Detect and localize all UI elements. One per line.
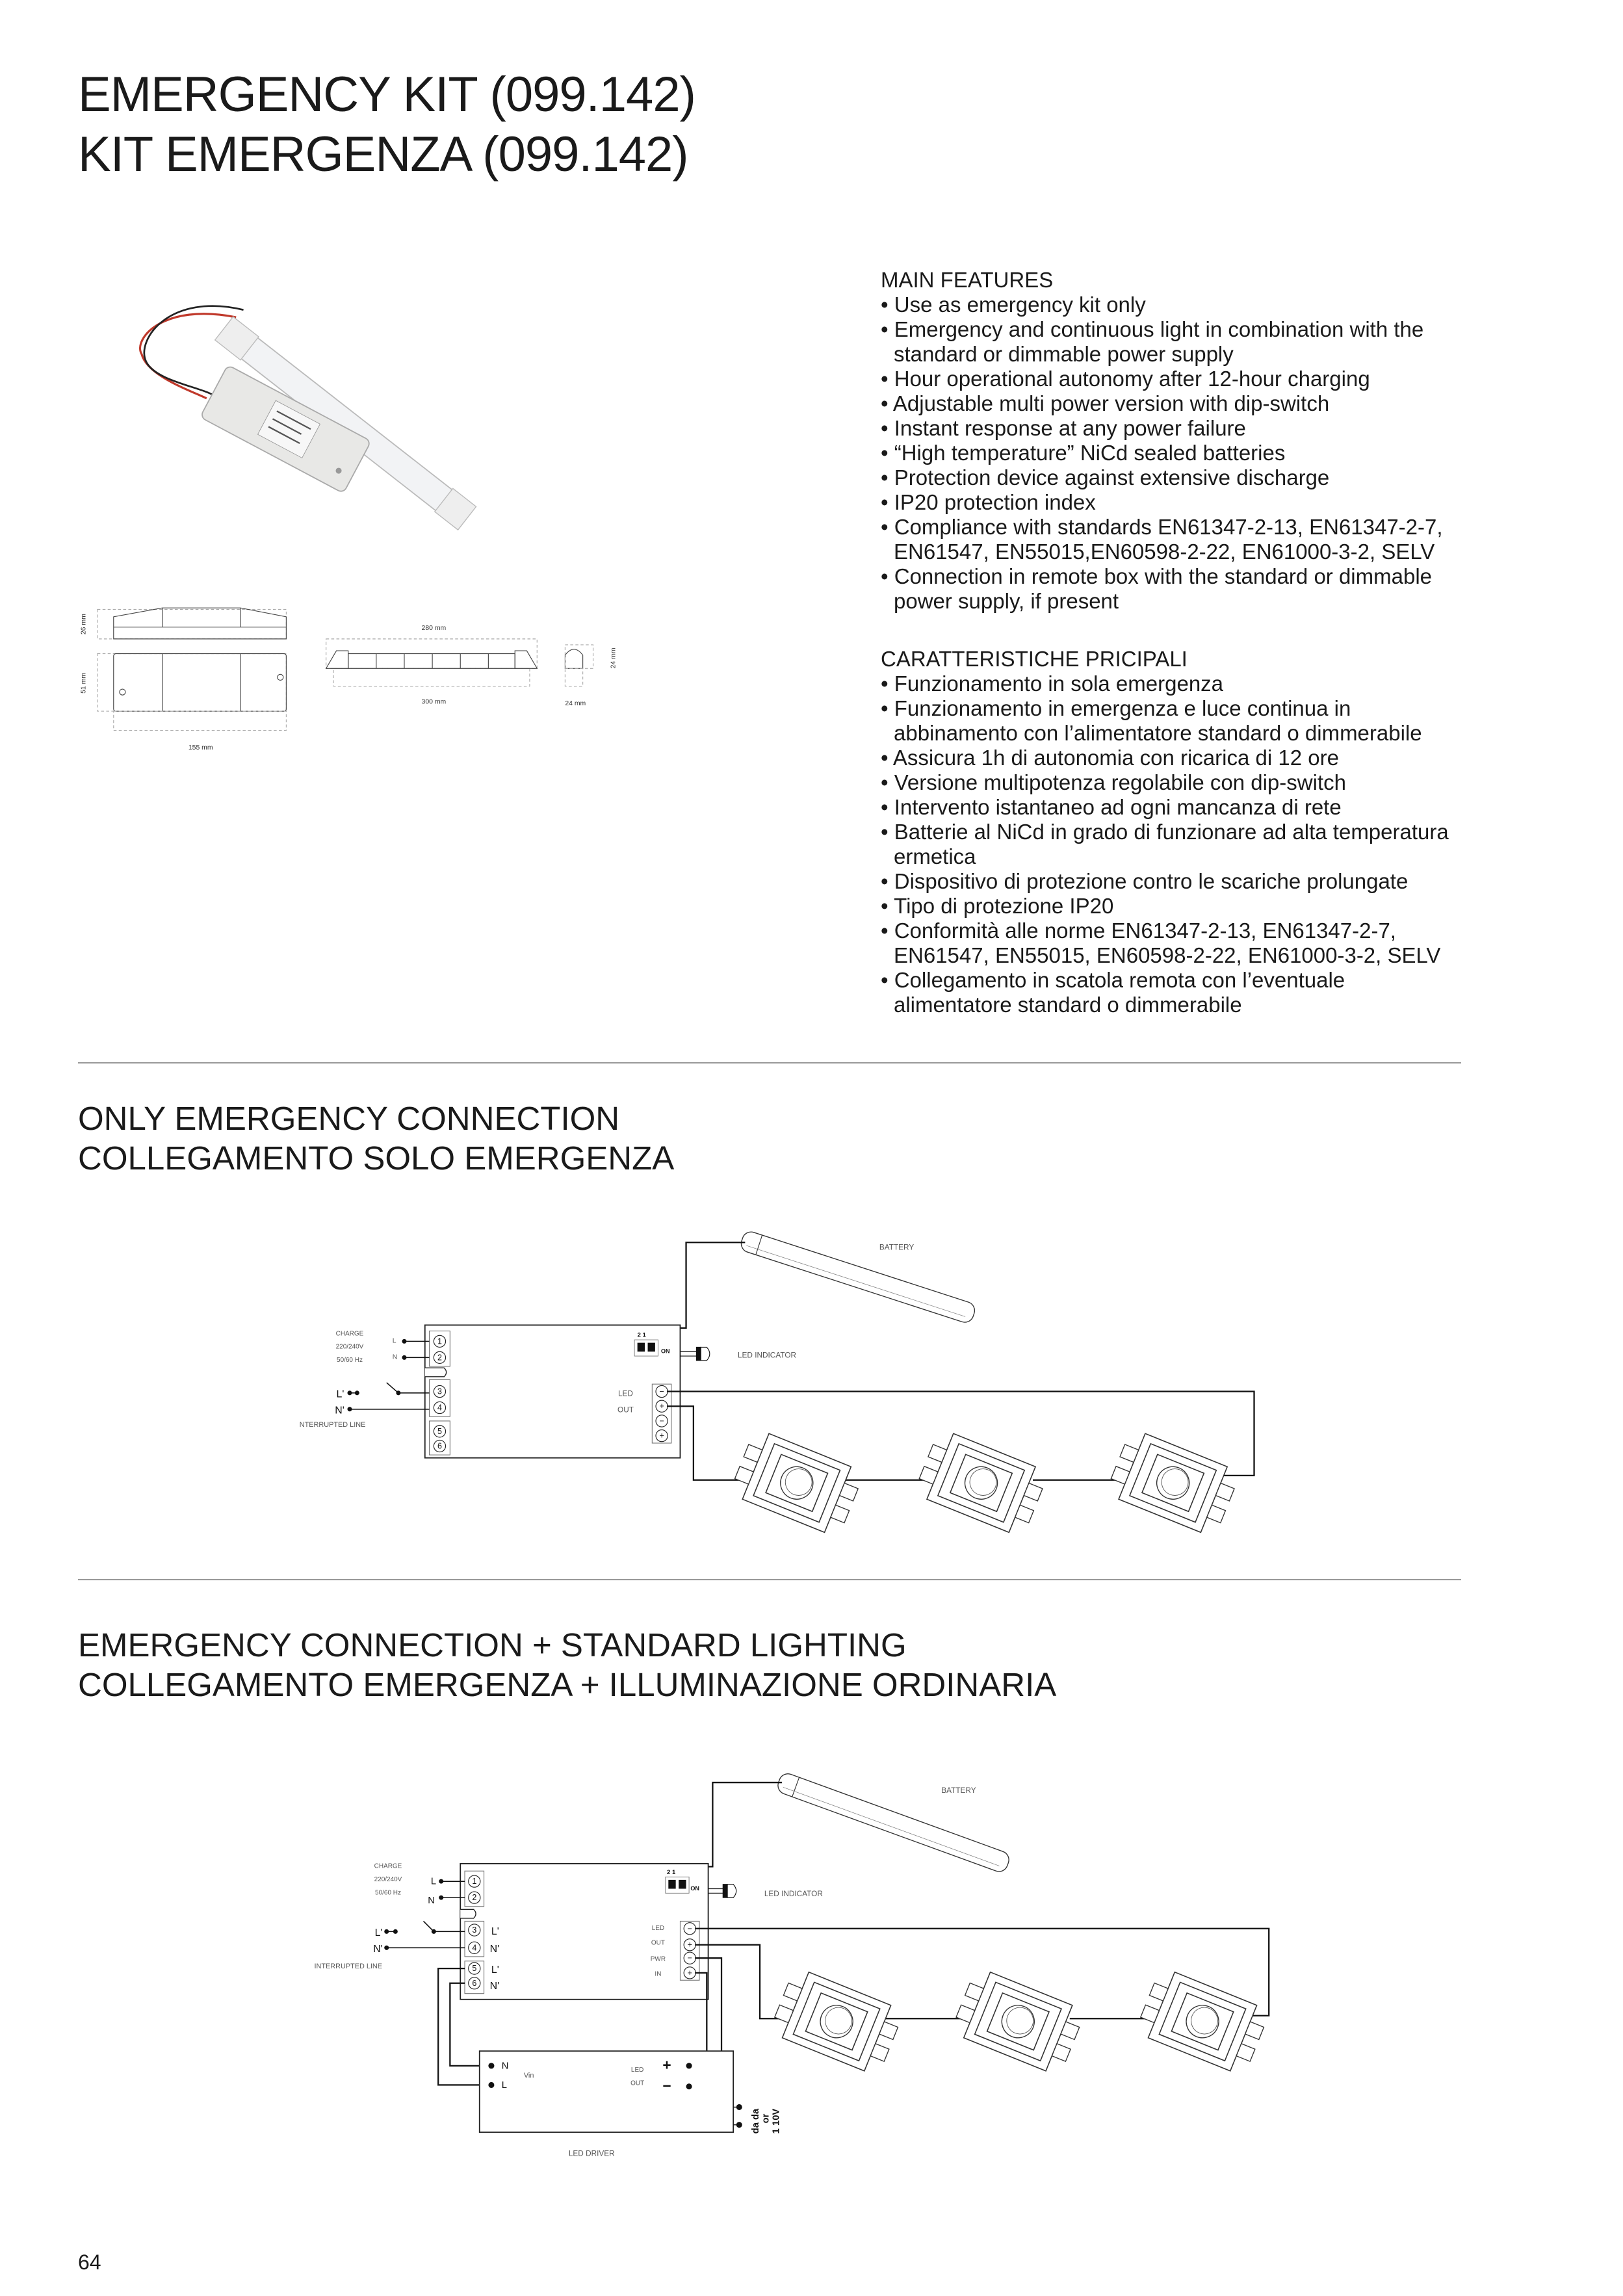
- terminal-3: 3: [472, 1925, 477, 1935]
- out-label: OUT: [630, 2080, 645, 2087]
- led-indicator-icon: [708, 1885, 736, 1898]
- dim-length-box: 155 mm: [188, 744, 213, 752]
- driver-N-label: N: [501, 2061, 509, 2072]
- terminal-4: 4: [437, 1403, 442, 1413]
- led-indicator-icon: [680, 1347, 709, 1360]
- terminal-6: 6: [472, 1978, 477, 1988]
- charge-label: CHARGE: [335, 1330, 364, 1338]
- title-it: KIT EMERGENZA (099.142): [78, 127, 688, 182]
- features-it-heading: CARATTERISTICHE PRICIPALI: [881, 647, 1188, 671]
- wiring-diagram-emergency-standard: [315, 1771, 1271, 2158]
- dim-battery-outer: 300 mm: [421, 698, 447, 706]
- vin-label: Vin: [523, 2072, 534, 2080]
- terminal-1: 1: [472, 1877, 477, 1886]
- Np-label: N': [373, 1944, 383, 1955]
- charge-label: CHARGE: [374, 1862, 402, 1870]
- feature-item: • Funzionamento in emergenza e luce continua in abbinamento con l’alimentatore standard o dimmerabile: [881, 696, 1466, 746]
- Np-label: N': [489, 1980, 500, 1992]
- feature-item: • Dispositivo di protezione contro le scariche prolungate: [881, 869, 1466, 894]
- feature-item: • Protection device against extensive discharge: [881, 465, 1466, 490]
- feature-item: • Tipo di protezione IP20: [881, 894, 1466, 919]
- feature-item: • Use as emergency kit only: [881, 293, 1466, 317]
- terminal-2: 2: [472, 1893, 477, 1903]
- dali-label: da da: [750, 2108, 761, 2134]
- terminal-3: 3: [437, 1387, 442, 1396]
- features-en-heading: MAIN FEATURES: [881, 268, 1054, 292]
- feature-item: • IP20 protection index: [881, 490, 1466, 515]
- N-label: N: [392, 1353, 398, 1361]
- dali-or-label: or: [760, 2113, 772, 2124]
- section-title-it: COLLEGAMENTO SOLO EMERGENZA: [78, 1140, 675, 1177]
- product-photo: [140, 306, 476, 530]
- terminal-1: 1: [437, 1337, 442, 1346]
- L-label: L: [392, 1337, 396, 1345]
- title-en: EMERGENCY KIT (099.142): [78, 67, 695, 122]
- led-lamp-icon: [950, 1966, 1086, 2076]
- voltage-label: 220/240V: [374, 1876, 402, 1884]
- dip-switch-numbers: 2 1: [667, 1868, 676, 1876]
- feature-item: • Versione multipotenza regolabile con dip-switch: [881, 770, 1466, 795]
- dimming-1-10v-label: 1 10V: [771, 2108, 782, 2134]
- pwr-in-plus: +: [687, 1968, 692, 1977]
- dim-battery-diameter: 24 mm: [565, 700, 586, 708]
- feature-item: • Collegamento in scatola remota con l’eventuale alimentatore standard o dimmerabile: [881, 968, 1466, 1017]
- led-label: LED: [618, 1389, 633, 1398]
- led-label: LED: [630, 2066, 644, 2074]
- dim-width-box: 51 mm: [80, 673, 88, 694]
- Lp-label: L': [491, 1925, 499, 1937]
- dim-height-box: 26 mm: [80, 614, 88, 635]
- feature-item: • Conformità alle norme EN61347-2-13, EN61347-2-7, EN61547, EN55015, EN60598-2-22, EN61000-3-2, SELV: [881, 919, 1466, 968]
- out-label: OUT: [651, 1939, 665, 1947]
- led-indicator-label: LED INDICATOR: [764, 1888, 823, 1898]
- led-out-plus: +: [659, 1402, 664, 1411]
- feature-item: • Connection in remote box with the standard or dimmable power supply, if present: [881, 564, 1466, 614]
- pwr-in-minus: −: [687, 1953, 692, 1963]
- led-driver-box: [480, 2051, 733, 2132]
- interrupted-line-label: NTERRUPTED LINE: [299, 1421, 366, 1429]
- terminal-6: 6: [437, 1441, 442, 1451]
- led-out-plus: +: [687, 1940, 692, 1950]
- terminal-2: 2: [437, 1353, 442, 1363]
- feature-item: • Assicura 1h di autonomia con ricarica di 12 ore: [881, 746, 1466, 770]
- driver-L-label: L: [501, 2080, 508, 2091]
- interrupted-line-label: INTERRUPTED LINE: [314, 1963, 383, 1971]
- Lp-label: L': [491, 1964, 499, 1976]
- Lp-label: L': [336, 1389, 344, 1400]
- N-label: N: [428, 1896, 435, 1907]
- L-label: L: [430, 1876, 437, 1887]
- feature-item: • “High temperature” NiCd sealed batteries: [881, 441, 1466, 465]
- wiring-diagram-emergency-only: [300, 1230, 1254, 1538]
- feature-item: • Funzionamento in sola emergenza: [881, 672, 1466, 696]
- battery-label: BATTERY: [941, 1785, 976, 1795]
- section-title-it: COLLEGAMENTO EMERGENZA + ILLUMINAZIONE ORDINARIA: [78, 1666, 1057, 1703]
- led-out-minus: −: [659, 1387, 664, 1396]
- feature-item: • Intervento istantaneo ad ogni mancanza di rete: [881, 795, 1466, 820]
- led-indicator-label: LED INDICATOR: [738, 1350, 797, 1360]
- section-title-en: EMERGENCY CONNECTION + STANDARD LIGHTING: [78, 1626, 907, 1663]
- pwr-label: PWR: [650, 1955, 666, 1963]
- section-title-en: ONLY EMERGENCY CONNECTION: [78, 1100, 620, 1137]
- page-number: 64: [78, 2250, 101, 2274]
- dimension-drawings: [97, 608, 593, 730]
- battery-tube: [739, 1230, 977, 1325]
- led-lamp-icon: [729, 1428, 864, 1538]
- dim-battery-height: 24 mm: [610, 647, 617, 669]
- dip-switch-numbers: 2 1: [637, 1331, 646, 1339]
- out-label: OUT: [617, 1405, 634, 1415]
- feature-item: • Instant response at any power failure: [881, 416, 1466, 441]
- led-out-minus: −: [687, 1924, 692, 1933]
- voltage-label: 220/240V: [335, 1343, 364, 1351]
- dip-on-label: ON: [660, 1348, 670, 1355]
- terminal-4: 4: [472, 1943, 477, 1953]
- Np-label: N': [335, 1405, 344, 1416]
- Np-label: N': [489, 1944, 500, 1955]
- led-lamp-icon: [1105, 1428, 1241, 1538]
- led-out-minus: −: [659, 1416, 664, 1426]
- driver-minus: −: [662, 2077, 671, 2094]
- dim-battery-inner: 280 mm: [421, 625, 447, 633]
- led-lamp-icon: [913, 1428, 1049, 1538]
- driver-plus: +: [662, 2056, 671, 2074]
- led-out-plus: +: [659, 1431, 664, 1441]
- feature-item: • Batterie al NiCd in grado di funzionare ad alta temperatura ermetica: [881, 820, 1466, 869]
- terminal-5: 5: [472, 1964, 477, 1974]
- feature-item: • Hour operational autonomy after 12-hour charging: [881, 367, 1466, 391]
- led-driver-label: LED DRIVER: [568, 2148, 615, 2158]
- Lp-label: L': [374, 1927, 383, 1939]
- led-lamp-icon: [1134, 1966, 1270, 2076]
- dip-on-label: ON: [690, 1885, 699, 1892]
- battery-label: BATTERY: [879, 1242, 915, 1252]
- frequency-label: 50/60 Hz: [375, 1889, 401, 1897]
- feature-item: • Compliance with standards EN61347-2-13, EN61347-2-7, EN61547, EN55015,EN60598-2-22, EN61000-3-2, SELV: [881, 515, 1466, 564]
- led-lamp-icon: [768, 1966, 904, 2076]
- frequency-label: 50/60 Hz: [337, 1357, 363, 1364]
- terminal-5: 5: [437, 1426, 442, 1436]
- led-label: LED: [651, 1925, 665, 1933]
- feature-item: • Emergency and continuous light in combination with the standard or dimmable power supply: [881, 317, 1466, 367]
- feature-item: • Adjustable multi power version with dip-switch: [881, 391, 1466, 416]
- in-label: IN: [655, 1970, 662, 1978]
